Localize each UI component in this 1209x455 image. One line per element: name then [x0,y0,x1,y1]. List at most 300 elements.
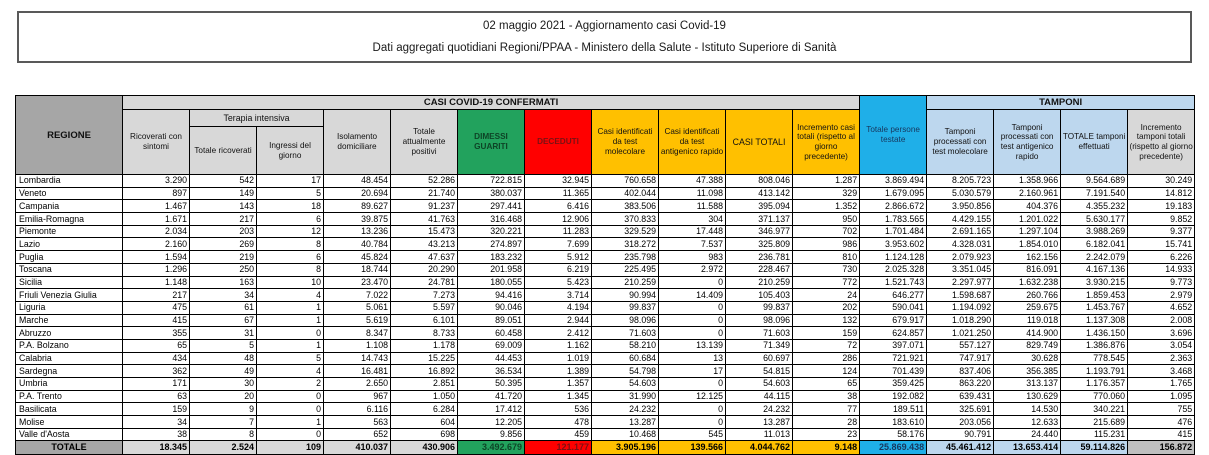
value-cell: 48.454 [324,175,391,188]
value-cell: 1.018.290 [927,314,994,327]
col-header-ricoverati-con-sintomi: Ricoverati con sintomi [123,110,190,175]
value-cell: 18.744 [324,263,391,276]
col-header-deceduti: DECEDUTI [525,110,592,175]
value-cell: 0 [257,428,324,441]
value-cell: 6.101 [391,314,458,327]
value-cell: 217 [190,213,257,226]
value-cell: 30 [190,378,257,391]
value-cell: 6 [257,213,324,226]
col-header-casi-test-molecolare: Casi identificati da test molecolare [592,110,659,175]
value-cell: 1.598.687 [927,289,994,302]
value-cell: 1.108 [324,339,391,352]
value-cell: 897 [123,187,190,200]
value-cell: 159 [123,403,190,416]
value-cell: 77 [793,403,860,416]
report-title-box [17,11,1192,63]
value-cell: 3.714 [525,289,592,302]
value-cell: 71.349 [726,339,793,352]
value-cell: 3.950.856 [927,200,994,213]
value-cell: 15.741 [1128,238,1195,251]
value-cell: 0 [257,327,324,340]
value-cell: 90.046 [458,301,525,314]
region-name-cell: Calabria [16,352,123,365]
totals-value-cell: 2.524 [190,441,257,455]
value-cell: 124 [793,365,860,378]
value-cell: 13.287 [592,416,659,429]
value-cell: 721.921 [860,352,927,365]
value-cell: 12.633 [994,416,1061,429]
col-header-incremento-tamponi: Incremento tamponi totali (rispetto al giorno precedente) [1128,110,1195,175]
value-cell: 434 [123,352,190,365]
value-cell: 1.178 [391,339,458,352]
value-cell: 40.784 [324,238,391,251]
value-cell: 557.127 [927,339,994,352]
table-row [16,339,1195,352]
value-cell: 1 [257,339,324,352]
col-header-totale-ricoverati: Totale ricoverati [190,127,257,175]
table-row [16,378,1195,391]
value-cell: 60.697 [726,352,793,365]
value-cell: 38 [123,428,190,441]
value-cell: 143 [190,200,257,213]
value-cell: 1.162 [525,339,592,352]
value-cell: 1.124.128 [860,251,927,264]
value-cell: 24.781 [391,276,458,289]
value-cell: 5 [190,339,257,352]
totals-value-cell: 25.869.438 [860,441,927,455]
value-cell: 1.358.966 [994,175,1061,188]
value-cell: 269 [190,238,257,251]
table-row [16,289,1195,302]
value-cell: 986 [793,238,860,251]
value-cell: 371.137 [726,213,793,226]
value-cell: 13.287 [726,416,793,429]
value-cell: 1.632.238 [994,276,1061,289]
region-name-cell: Sardegna [16,365,123,378]
value-cell: 1.357 [525,378,592,391]
value-cell: 31 [190,327,257,340]
value-cell: 52.286 [391,175,458,188]
col-header-casi-totali: CASI TOTALI [726,110,793,175]
value-cell: 1.765 [1128,378,1195,391]
col-header-casi-test-antigenico: Casi identificati da test antigenico rapido [659,110,726,175]
value-cell: 105.403 [726,289,793,302]
value-cell: 14.530 [994,403,1061,416]
value-cell: 6 [257,251,324,264]
value-cell: 16.481 [324,365,391,378]
col-header-tamponi-molecolare: Tamponi processati con test molecolare [927,110,994,175]
value-cell: 202 [793,301,860,314]
value-cell: 1.783.565 [860,213,927,226]
col-header-regione: REGIONE [16,96,123,175]
value-cell: 722.815 [458,175,525,188]
value-cell: 6.182.041 [1061,238,1128,251]
value-cell: 778.545 [1061,352,1128,365]
value-cell: 967 [324,390,391,403]
table-row [16,238,1195,251]
value-cell: 10.468 [592,428,659,441]
col-header-persone-testate: Totale persone testate [860,96,927,175]
value-cell: 5.061 [324,301,391,314]
table-row [16,428,1195,441]
value-cell: 98.096 [726,314,793,327]
value-cell: 9.773 [1128,276,1195,289]
value-cell: 89.051 [458,314,525,327]
value-cell: 760.658 [592,175,659,188]
value-cell: 3.351.045 [927,263,994,276]
value-cell: 47.388 [659,175,726,188]
value-cell: 14.812 [1128,187,1195,200]
value-cell: 590.041 [860,301,927,314]
table-row [16,416,1195,429]
value-cell: 1.297.104 [994,225,1061,238]
value-cell: 950 [793,213,860,226]
value-cell: 1.345 [525,390,592,403]
value-cell: 380.037 [458,187,525,200]
col-header-ingressi-del-giorno: Ingressi del giorno [257,127,324,175]
value-cell: 219 [190,251,257,264]
value-cell: 755 [1128,403,1195,416]
value-cell: 99.837 [592,301,659,314]
value-cell: 2.160.961 [994,187,1061,200]
value-cell: 11.013 [726,428,793,441]
value-cell: 1.352 [793,200,860,213]
value-cell: 325.809 [726,238,793,251]
value-cell: 0 [659,416,726,429]
totals-value-cell: 59.114.826 [1061,441,1128,455]
totals-value-cell: 156.872 [1128,441,1195,455]
value-cell: 180.055 [458,276,525,289]
table-row [16,365,1195,378]
value-cell: 1.137.308 [1061,314,1128,327]
value-cell: 132 [793,314,860,327]
value-cell: 415 [123,314,190,327]
table-row [16,276,1195,289]
totals-value-cell: 13.653.414 [994,441,1061,455]
value-cell: 1.201.022 [994,213,1061,226]
region-name-cell: Marche [16,314,123,327]
value-cell: 2.972 [659,263,726,276]
value-cell: 163 [190,276,257,289]
value-cell: 17.412 [458,403,525,416]
value-cell: 1.148 [123,276,190,289]
value-cell: 250 [190,263,257,276]
value-cell: 12.906 [525,213,592,226]
value-cell: 44.115 [726,390,793,403]
table-row [16,352,1195,365]
value-cell: 4.167.136 [1061,263,1128,276]
value-cell: 36.534 [458,365,525,378]
value-cell: 1.194.092 [927,301,994,314]
value-cell: 2 [257,378,324,391]
value-cell: 1.296 [123,263,190,276]
value-cell: 90.994 [592,289,659,302]
col-header-totale-tamponi: TOTALE tamponi effettuati [1061,110,1128,175]
value-cell: 11.283 [525,225,592,238]
value-cell: 15.473 [391,225,458,238]
value-cell: 1.679.095 [860,187,927,200]
value-cell: 1.176.357 [1061,378,1128,391]
value-cell: 1.859.453 [1061,289,1128,302]
value-cell: 23.470 [324,276,391,289]
value-cell: 2.851 [391,378,458,391]
value-cell: 24.232 [592,403,659,416]
value-cell: 2.866.672 [860,200,927,213]
value-cell: 9.564.689 [1061,175,1128,188]
value-cell: 0 [659,378,726,391]
value-cell: 313.137 [994,378,1061,391]
value-cell: 2.944 [525,314,592,327]
totals-row [16,441,1195,455]
region-name-cell: Emilia-Romagna [16,213,123,226]
value-cell: 11.588 [659,200,726,213]
value-cell: 259.675 [994,301,1061,314]
value-cell: 162.156 [994,251,1061,264]
value-cell: 72 [793,339,860,352]
value-cell: 8 [190,428,257,441]
region-name-cell: Sicilia [16,276,123,289]
value-cell: 17.448 [659,225,726,238]
value-cell: 90.791 [927,428,994,441]
value-cell: 362 [123,365,190,378]
value-cell: 5.630.177 [1061,213,1128,226]
value-cell: 23 [793,428,860,441]
table-row [16,403,1195,416]
value-cell: 13 [659,352,726,365]
value-cell: 210.259 [726,276,793,289]
value-cell: 1 [257,314,324,327]
value-cell: 863.220 [927,378,994,391]
value-cell: 7.191.540 [1061,187,1128,200]
totals-value-cell: 121.177 [525,441,592,455]
value-cell: 20 [190,390,257,403]
value-cell: 24.440 [994,428,1061,441]
value-cell: 1.287 [793,175,860,188]
value-cell: 32.945 [525,175,592,188]
totals-value-cell: 430.906 [391,441,458,455]
value-cell: 318.272 [592,238,659,251]
col-header-totale-attualmente-positivi: Totale attualmente positivi [391,110,458,175]
value-cell: 829.749 [994,339,1061,352]
value-cell: 1.021.250 [927,327,994,340]
value-cell: 4.429.155 [927,213,994,226]
report-subtitle: Dati aggregati quotidiani Regioni/PPAA - Ministero della Salute - Istituto Superiore di Sanità [372,42,837,54]
totals-value-cell: 139.566 [659,441,726,455]
table-row [16,390,1195,403]
value-cell: 356.385 [994,365,1061,378]
value-cell: 11.365 [525,187,592,200]
value-cell: 10 [257,276,324,289]
value-cell: 4 [257,289,324,302]
value-cell: 5.423 [525,276,592,289]
value-cell: 189.511 [860,403,927,416]
region-name-cell: Molise [16,416,123,429]
value-cell: 4.328.031 [927,238,994,251]
value-cell: 14.743 [324,352,391,365]
region-name-cell: Abruzzo [16,327,123,340]
value-cell: 2.034 [123,225,190,238]
col-header-isolamento-domiciliare: Isolamento domiciliare [324,110,391,175]
region-name-cell: Valle d'Aosta [16,428,123,441]
value-cell: 228.467 [726,263,793,276]
value-cell: 395.094 [726,200,793,213]
value-cell: 49 [190,365,257,378]
value-cell: 5.619 [324,314,391,327]
value-cell: 30.628 [994,352,1061,365]
value-cell: 3.290 [123,175,190,188]
region-name-cell: Puglia [16,251,123,264]
value-cell: 2.412 [525,327,592,340]
value-cell: 12.125 [659,390,726,403]
value-cell: 397.071 [860,339,927,352]
value-cell: 11.098 [659,187,726,200]
value-cell: 983 [659,251,726,264]
value-cell: 30.249 [1128,175,1195,188]
value-cell: 71.603 [726,327,793,340]
region-name-cell: Piemonte [16,225,123,238]
value-cell: 159 [793,327,860,340]
value-cell: 217 [123,289,190,302]
value-cell: 808.046 [726,175,793,188]
value-cell: 8.205.723 [927,175,994,188]
value-cell: 6.226 [1128,251,1195,264]
value-cell: 2.025.328 [860,263,927,276]
value-cell: 19.183 [1128,200,1195,213]
region-name-cell: Lazio [16,238,123,251]
group-header-terapia-intensiva: Terapia intensiva [190,110,324,127]
value-cell: 1.701.484 [860,225,927,238]
value-cell: 2.979 [1128,289,1195,302]
value-cell: 0 [257,403,324,416]
value-cell: 44.453 [458,352,525,365]
value-cell: 770.060 [1061,390,1128,403]
totals-value-cell: 3.492.679 [458,441,525,455]
value-cell: 67 [190,314,257,327]
value-cell: 1.521.743 [860,276,927,289]
value-cell: 475 [123,301,190,314]
value-cell: 274.897 [458,238,525,251]
value-cell: 624.857 [860,327,927,340]
value-cell: 359.425 [860,378,927,391]
value-cell: 17 [659,365,726,378]
value-cell: 1.095 [1128,390,1195,403]
value-cell: 6.219 [525,263,592,276]
value-cell: 20.290 [391,263,458,276]
value-cell: 837.406 [927,365,994,378]
value-cell: 38 [793,390,860,403]
value-cell: 545 [659,428,726,441]
value-cell: 5.597 [391,301,458,314]
value-cell: 2.297.977 [927,276,994,289]
value-cell: 45.824 [324,251,391,264]
value-cell: 8 [257,263,324,276]
value-cell: 119.018 [994,314,1061,327]
table-row [16,225,1195,238]
value-cell: 542 [190,175,257,188]
value-cell: 71.603 [592,327,659,340]
value-cell: 7.022 [324,289,391,302]
value-cell: 1.594 [123,251,190,264]
covid-data-table [15,95,1195,455]
value-cell: 304 [659,213,726,226]
value-cell: 730 [793,263,860,276]
value-cell: 171 [123,378,190,391]
table-row [16,213,1195,226]
value-cell: 355 [123,327,190,340]
value-cell: 316.468 [458,213,525,226]
value-cell: 94.416 [458,289,525,302]
value-cell: 701.439 [860,365,927,378]
region-name-cell: Toscana [16,263,123,276]
value-cell: 14.409 [659,289,726,302]
value-cell: 404.376 [994,200,1061,213]
value-cell: 4.652 [1128,301,1195,314]
totals-value-cell: 45.461.412 [927,441,994,455]
value-cell: 41.763 [391,213,458,226]
value-cell: 329.529 [592,225,659,238]
value-cell: 320.221 [458,225,525,238]
value-cell: 21.740 [391,187,458,200]
value-cell: 476 [1128,416,1195,429]
value-cell: 325.691 [927,403,994,416]
table-row [16,327,1195,340]
value-cell: 1.019 [525,352,592,365]
value-cell: 340.221 [1061,403,1128,416]
value-cell: 478 [525,416,592,429]
value-cell: 20.694 [324,187,391,200]
value-cell: 0 [659,301,726,314]
region-name-cell: P.A. Trento [16,390,123,403]
value-cell: 3.054 [1128,339,1195,352]
value-cell: 203 [190,225,257,238]
value-cell: 346.977 [726,225,793,238]
value-cell: 747.917 [927,352,994,365]
value-cell: 183.610 [860,416,927,429]
value-cell: 1.389 [525,365,592,378]
group-header-casi-confermati: CASI COVID-19 CONFERMATI [123,96,860,110]
region-name-cell: Liguria [16,301,123,314]
table-row [16,301,1195,314]
value-cell: 810 [793,251,860,264]
totals-value-cell: 109 [257,441,324,455]
value-cell: 65 [123,339,190,352]
value-cell: 7 [190,416,257,429]
value-cell: 2.079.923 [927,251,994,264]
value-cell: 130.629 [994,390,1061,403]
value-cell: 4.194 [525,301,592,314]
value-cell: 383.506 [592,200,659,213]
value-cell: 6.116 [324,403,391,416]
value-cell: 48 [190,352,257,365]
table-body [16,175,1195,455]
value-cell: 89.627 [324,200,391,213]
value-cell: 3.696 [1128,327,1195,340]
value-cell: 646.277 [860,289,927,302]
value-cell: 18 [257,200,324,213]
value-cell: 414.900 [994,327,1061,340]
value-cell: 54.798 [592,365,659,378]
totals-value-cell: 410.037 [324,441,391,455]
report-title: 02 maggio 2021 - Aggiornamento casi Covid-19 [483,20,726,32]
value-cell: 5 [257,187,324,200]
value-cell: 3.869.494 [860,175,927,188]
value-cell: 604 [391,416,458,429]
value-cell: 98.096 [592,314,659,327]
value-cell: 563 [324,416,391,429]
value-cell: 2.008 [1128,314,1195,327]
totals-label-cell: TOTALE [16,441,123,455]
value-cell: 639.431 [927,390,994,403]
